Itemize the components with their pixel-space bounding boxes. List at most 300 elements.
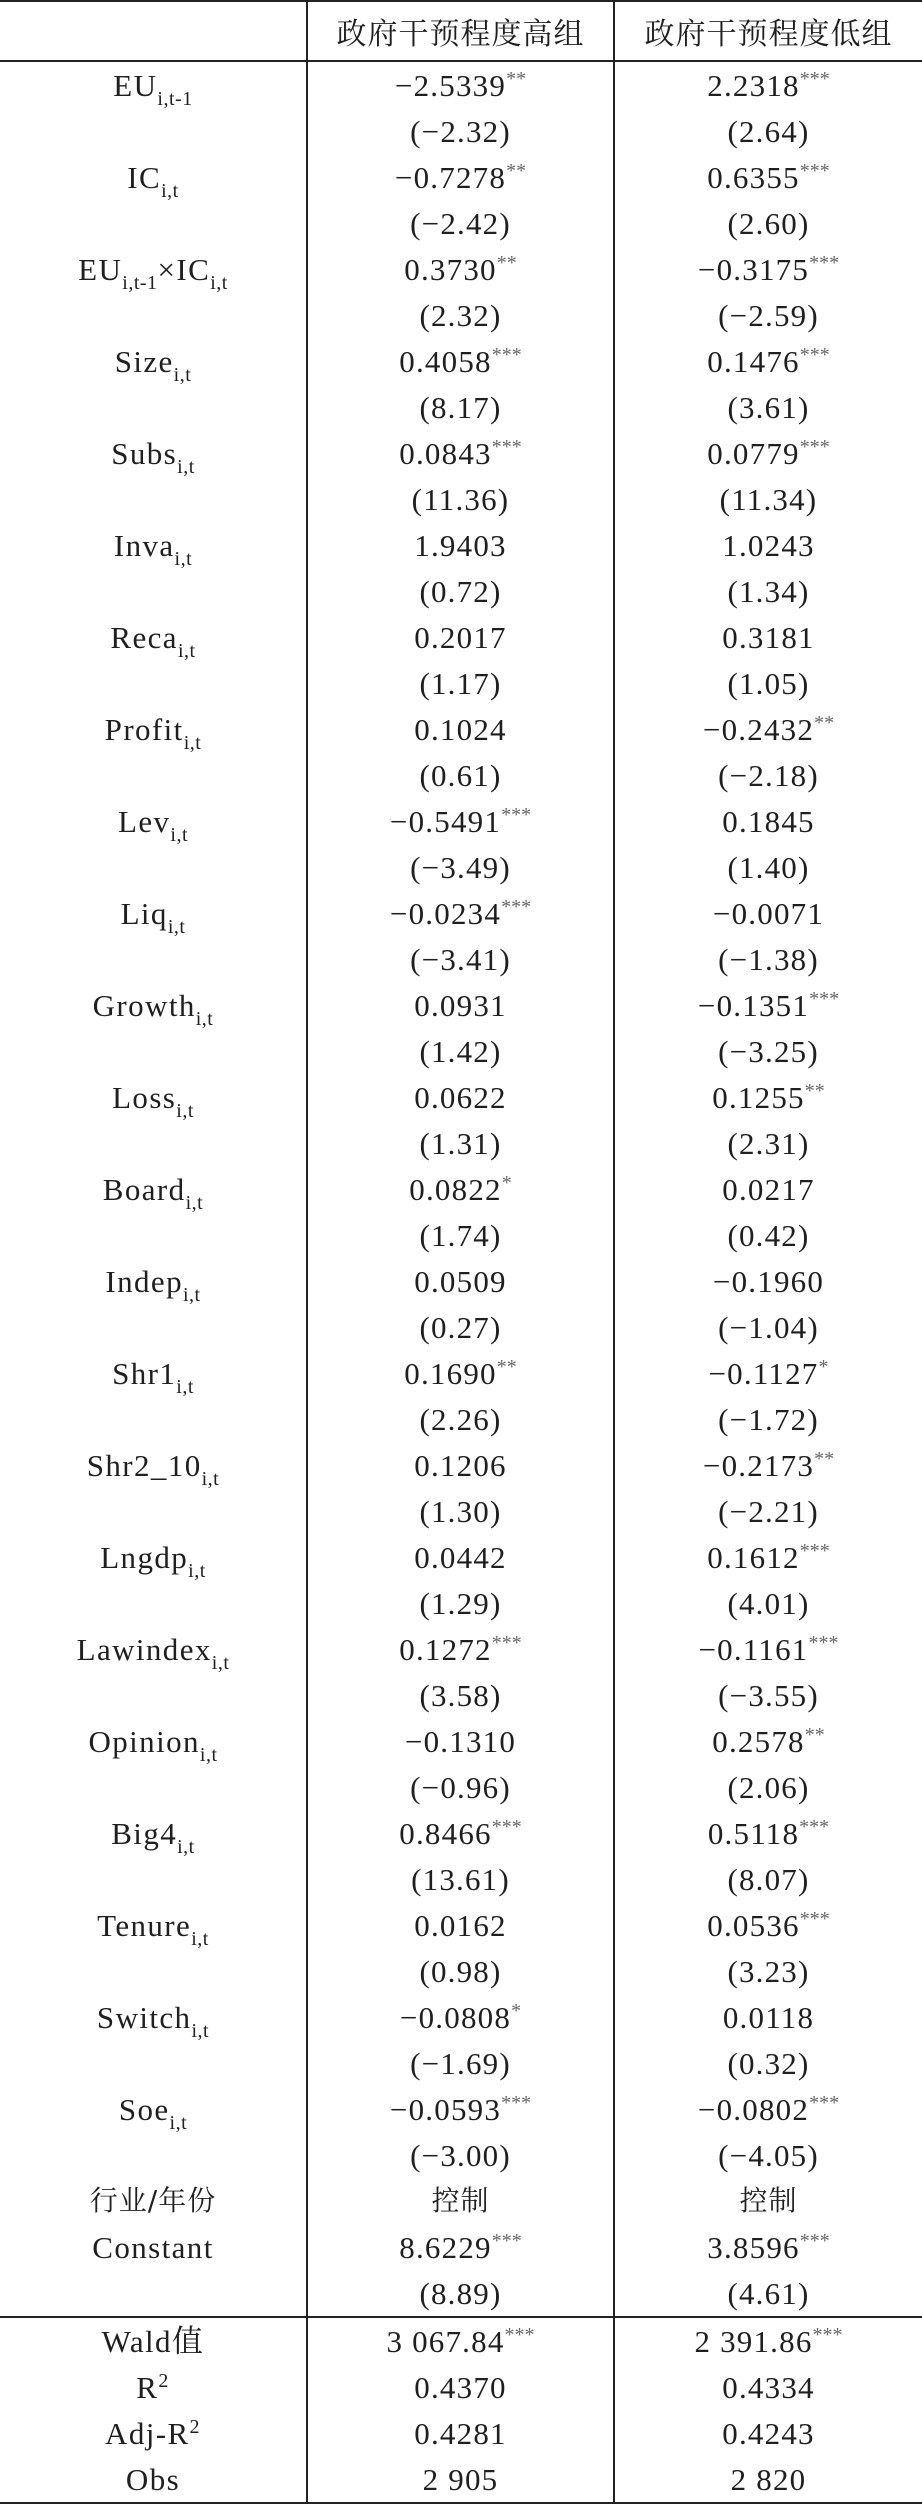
tstat-blank (0, 1120, 307, 1166)
variable-subscript: i,t (191, 1927, 209, 1950)
coef-low-coef: 0.1476 (707, 343, 800, 379)
coef-row (0, 1074, 922, 1120)
variable-subscript: i,t (169, 2111, 188, 2134)
coef-high (307, 1994, 614, 2040)
variable-label (0, 1626, 307, 1672)
stat-label (0, 2410, 307, 2456)
coef-high-coef: 0.4058 (399, 343, 492, 379)
stat-low (614, 2364, 922, 2410)
tstat-blank (0, 2132, 307, 2178)
coef-low-coef: 0.2578 (712, 1723, 805, 1759)
stat-name: R (136, 2369, 159, 2405)
coef-high (307, 1718, 614, 1764)
coef-high (307, 154, 614, 200)
coef-high (307, 982, 614, 1028)
stat-name: Wald值 (101, 2323, 205, 2359)
tstat-row (0, 1120, 922, 1166)
coef-low-coef: 0.1845 (722, 803, 815, 839)
coef-high (307, 61, 614, 108)
stat-high (307, 2410, 614, 2456)
coef-high (307, 246, 614, 292)
variable-subscript: i,t (195, 1007, 214, 1030)
coef-high-stars: * (511, 1999, 522, 2022)
variable-subscript: i,t (177, 455, 195, 478)
variable-subscript: i,t (161, 179, 179, 202)
coef-row (0, 338, 922, 384)
tstat-row (0, 1672, 922, 1718)
coef-row (0, 1994, 922, 2040)
variable-name: Lawindex (76, 1631, 212, 1667)
coef-low-stars: *** (809, 2091, 840, 2114)
coef-row (0, 982, 922, 1028)
coef-high-coef: 0.1024 (414, 711, 507, 747)
table-body (0, 61, 922, 2503)
coef-row (0, 890, 922, 936)
tstat-blank (0, 200, 307, 246)
stat-low-coef: 0.4334 (722, 2369, 815, 2405)
constant-low-coef: 3.8596 (707, 2229, 800, 2265)
variable-name: Size (114, 343, 174, 379)
coef-high-coef: −0.1310 (404, 1723, 517, 1759)
variable-name: Opinion (88, 1723, 200, 1759)
tstat-low: (−1.04) (614, 1304, 922, 1350)
coef-low-stars: ** (804, 1723, 825, 1746)
coef-low-coef: 1.0243 (722, 527, 815, 563)
header-row (0, 1, 922, 61)
variable-name: EU (78, 251, 123, 287)
controls-low: 控制 (614, 2178, 922, 2224)
constant-high-coef: 8.6229 (399, 2229, 492, 2265)
tstat-blank (0, 2040, 307, 2086)
coef-low-coef: 0.0217 (722, 1171, 815, 1207)
header-low-group: 政府干预程度低组 (614, 1, 922, 61)
variable-name: Shr2_10 (86, 1447, 202, 1483)
stat-low-coef: 2 820 (730, 2461, 807, 2497)
coef-high-stars: *** (491, 1631, 522, 1654)
coef-row (0, 798, 922, 844)
tstat-low: (3.23) (614, 1948, 922, 1994)
tstat-blank (0, 1488, 307, 1534)
coef-low-coef: −0.0802 (697, 2091, 810, 2127)
stat-name: Adj-R (105, 2415, 190, 2451)
coef-high-coef: 0.3730 (404, 251, 497, 287)
tstat-row (0, 1856, 922, 1902)
tstat-high: (−3.49) (307, 844, 614, 890)
coef-low-stars: * (818, 1355, 829, 1378)
variable-label (0, 2086, 307, 2132)
variable-subscript: i,t-1 (122, 271, 158, 294)
coef-high-coef: 0.0622 (414, 1079, 507, 1115)
coef-low (614, 1442, 922, 1488)
coef-low-coef: 0.0536 (707, 1907, 800, 1943)
coef-low (614, 1074, 922, 1120)
coef-high (307, 1350, 614, 1396)
table-header (0, 1, 922, 61)
variable-label (0, 798, 307, 844)
variable-label (0, 1810, 307, 1856)
coef-low-coef: 2.2318 (707, 67, 800, 103)
tstat-blank (0, 1304, 307, 1350)
coef-low-coef: −0.1351 (697, 987, 810, 1023)
variable-name: EU (113, 67, 158, 103)
tstat-high: (1.29) (307, 1580, 614, 1626)
tstat-blank (0, 1672, 307, 1718)
stat-row (0, 2410, 922, 2456)
tstat-blank (0, 292, 307, 338)
coef-high-stars: *** (501, 2091, 532, 2114)
stat-high-stars: *** (504, 2323, 535, 2346)
tstat-blank (0, 1028, 307, 1074)
tstat-high: (−1.69) (307, 2040, 614, 2086)
coef-row (0, 1902, 922, 1948)
coef-low-coef: −0.2432 (702, 711, 815, 747)
tstat-high: (0.98) (307, 1948, 614, 1994)
coef-row (0, 1718, 922, 1764)
tstat-row (0, 752, 922, 798)
tstat-high: (−0.96) (307, 1764, 614, 1810)
tstat-low: (2.64) (614, 108, 922, 154)
tstat-blank (0, 844, 307, 890)
coef-low (614, 154, 922, 200)
coef-low-stars: ** (814, 711, 835, 734)
variable-name: Loss (112, 1079, 177, 1115)
stat-label (0, 2456, 307, 2503)
coef-low (614, 522, 922, 568)
tstat-high: (1.31) (307, 1120, 614, 1166)
variable-subscript: i,t (174, 547, 193, 570)
variable-label (0, 706, 307, 752)
constant-high-stars: *** (491, 2229, 522, 2252)
variable-label (0, 154, 307, 200)
tstat-blank (0, 660, 307, 706)
variable-label (0, 890, 307, 936)
tstat-high: (1.30) (307, 1488, 614, 1534)
variable-name: Shr1 (112, 1355, 177, 1391)
variable-label (0, 982, 307, 1028)
stat-low (614, 2317, 922, 2364)
coef-high-coef: 0.0822 (409, 1171, 502, 1207)
stat-low (614, 2410, 922, 2456)
coef-high-coef: 0.2017 (414, 619, 507, 655)
coef-high (307, 1166, 614, 1212)
variable-label (0, 1350, 307, 1396)
variable-subscript-2: i,t (210, 271, 228, 294)
constant-label: Constant (92, 2229, 214, 2265)
tstat-high: (8.17) (307, 384, 614, 430)
tstat-blank (0, 1764, 307, 1810)
coef-high-coef: −0.7278 (394, 159, 507, 195)
tstat-low: (2.31) (614, 1120, 922, 1166)
tstat-high: (8.89) (307, 2270, 614, 2317)
coef-high-stars: ** (496, 1355, 517, 1378)
coef-low (614, 430, 922, 476)
coef-low (614, 1902, 922, 1948)
tstat-row (0, 108, 922, 154)
tstat-blank (0, 752, 307, 798)
variable-subscript: i,t (191, 2019, 210, 2042)
coef-low-coef: −0.2173 (702, 1447, 815, 1483)
variable-name: Lev (117, 803, 171, 839)
tstat-high: (0.72) (307, 568, 614, 614)
stat-low-coef: 2 391.86 (694, 2323, 813, 2359)
coef-high (307, 1442, 614, 1488)
variable-label (0, 614, 307, 660)
stat-low-stars: *** (812, 2323, 843, 2346)
header-variable (0, 1, 307, 61)
variable-name: Board (102, 1171, 186, 1207)
tstat-blank (0, 2270, 307, 2317)
tstat-high: (1.17) (307, 660, 614, 706)
coef-low-coef: 0.0118 (722, 1999, 815, 2035)
tstat-row (0, 1212, 922, 1258)
stat-low (614, 2456, 922, 2503)
coef-low (614, 1350, 922, 1396)
coef-high (307, 1902, 614, 1948)
coef-row (0, 706, 922, 752)
coef-row (0, 614, 922, 660)
variable-subscript: i,t (173, 363, 192, 386)
variable-subscript: i,t (170, 823, 189, 846)
coef-high-stars: *** (501, 803, 532, 826)
coef-low (614, 2086, 922, 2132)
tstat-high: (−3.00) (307, 2132, 614, 2178)
coef-high-stars: * (501, 1171, 512, 1194)
coef-row (0, 1258, 922, 1304)
coef-high (307, 338, 614, 384)
variable-subscript: i,t (176, 1375, 194, 1398)
stat-row (0, 2456, 922, 2503)
coef-low-coef: −0.1127 (708, 1355, 819, 1391)
coef-low (614, 61, 922, 108)
tstat-row (0, 476, 922, 522)
variable-subscript: i,t-1 (157, 87, 193, 110)
tstat-low: (2.60) (614, 200, 922, 246)
variable-name: Subs (111, 435, 178, 471)
coef-low-coef: 0.1255 (712, 1079, 805, 1115)
stat-row (0, 2364, 922, 2410)
coef-high-coef: −0.0808 (399, 1999, 512, 2035)
tstat-row (0, 2132, 922, 2178)
stat-superscript: 2 (158, 2369, 170, 2392)
tstat-blank (0, 1948, 307, 1994)
stat-row (0, 2317, 922, 2364)
tstat-row (0, 1948, 922, 1994)
coef-low-stars: *** (799, 1539, 830, 1562)
tstat-low: (−1.72) (614, 1396, 922, 1442)
tstat-low: (−3.25) (614, 1028, 922, 1074)
coef-low-stars: *** (799, 159, 830, 182)
variable-subscript: i,t (188, 1559, 206, 1582)
tstat-high: (0.61) (307, 752, 614, 798)
coef-low-stars: *** (799, 1815, 830, 1838)
tstat-row (0, 2040, 922, 2086)
coef-row (0, 1442, 922, 1488)
tstat-low: (2.06) (614, 1764, 922, 1810)
coef-high (307, 1258, 614, 1304)
coef-high-coef: 0.1690 (404, 1355, 497, 1391)
variable-subscript: i,t (177, 1835, 195, 1858)
coef-low (614, 890, 922, 936)
tstat-low: (1.34) (614, 568, 922, 614)
variable-label (0, 1902, 307, 1948)
coef-row (0, 1626, 922, 1672)
variable-subscript: i,t (176, 1099, 194, 1122)
coef-high (307, 1626, 614, 1672)
tstat-low: (11.34) (614, 476, 922, 522)
coef-row (0, 1534, 922, 1580)
variable-subscript: i,t (183, 731, 202, 754)
coef-low-stars: *** (809, 987, 840, 1010)
variable-label (0, 1534, 307, 1580)
coef-low (614, 798, 922, 844)
tstat-low: (−4.05) (614, 2132, 922, 2178)
controls-high: 控制 (307, 2178, 614, 2224)
variable-name: Soe (118, 2091, 170, 2127)
coef-row (0, 246, 922, 292)
coef-high-coef: 0.0162 (414, 1907, 507, 1943)
coef-low (614, 706, 922, 752)
variable-subscript: i,t (199, 1743, 218, 1766)
variable-name: Reca (110, 619, 178, 655)
tstat-row (0, 660, 922, 706)
coef-high-coef: −0.0593 (389, 2091, 502, 2127)
variable-label (0, 1994, 307, 2040)
tstat-high: (13.61) (307, 1856, 614, 1902)
variable-label (0, 1718, 307, 1764)
tstat-row (0, 568, 922, 614)
variable-name: Switch (96, 1999, 192, 2035)
controls-row (0, 2178, 922, 2224)
coef-high-stars: *** (501, 895, 532, 918)
variable-name: Tenure (97, 1907, 192, 1943)
coef-row (0, 1350, 922, 1396)
coef-low (614, 338, 922, 384)
coef-high (307, 522, 614, 568)
variable-subscript: i,t (185, 1191, 204, 1214)
coef-low-coef: −0.1161 (698, 1631, 809, 1667)
tstat-blank (0, 936, 307, 982)
tstat-row (0, 1028, 922, 1074)
variable-name: Profit (104, 711, 184, 747)
coef-row (0, 154, 922, 200)
stat-high-coef: 0.4281 (414, 2415, 507, 2451)
coef-high-coef: 1.9403 (414, 527, 507, 563)
variable-label (0, 1166, 307, 1212)
variable-label (0, 1074, 307, 1120)
tstat-low: (4.01) (614, 1580, 922, 1626)
tstat-high: (2.32) (307, 292, 614, 338)
coef-low-coef: −0.0071 (712, 895, 825, 931)
variable-name-2: ×IC (157, 251, 211, 287)
header-high-group: 政府干预程度高组 (307, 1, 614, 61)
tstat-row (0, 844, 922, 890)
coef-high-stars: ** (506, 159, 527, 182)
tstat-blank (0, 1396, 307, 1442)
coef-low-stars: *** (809, 251, 840, 274)
coef-low-stars: *** (799, 1907, 830, 1930)
coef-row (0, 1810, 922, 1856)
variable-label (0, 1258, 307, 1304)
variable-label (0, 61, 307, 108)
coef-high (307, 614, 614, 660)
tstat-high: (11.36) (307, 476, 614, 522)
tstat-row (0, 292, 922, 338)
variable-label (0, 246, 307, 292)
tstat-high: (1.42) (307, 1028, 614, 1074)
tstat-high: (3.58) (307, 1672, 614, 1718)
variable-subscript: i,t (201, 1467, 220, 1490)
coef-low-coef: −0.3175 (697, 251, 810, 287)
variable-name: Liq (120, 895, 168, 931)
variable-name: Big4 (111, 1815, 178, 1851)
variable-subscript: i,t (211, 1651, 230, 1674)
tstat-blank (0, 1856, 307, 1902)
coef-high-coef: 0.1206 (414, 1447, 507, 1483)
tstat-row (0, 200, 922, 246)
variable-name: Lngdp (100, 1539, 189, 1575)
tstat-row (0, 936, 922, 982)
stat-high-coef: 2 905 (422, 2461, 499, 2497)
tstat-blank (0, 1580, 307, 1626)
coef-high-stars: *** (491, 1815, 522, 1838)
coef-high (307, 706, 614, 752)
coef-high (307, 1534, 614, 1580)
variable-label (0, 338, 307, 384)
coef-high (307, 430, 614, 476)
stat-name: Obs (125, 2461, 181, 2497)
coef-high (307, 2086, 614, 2132)
tstat-low: (−2.59) (614, 292, 922, 338)
tstat-blank (0, 568, 307, 614)
coef-high-coef: −2.5339 (394, 67, 507, 103)
coef-high (307, 890, 614, 936)
coef-low-stars: ** (804, 1079, 825, 1102)
coef-row (0, 522, 922, 568)
variable-name: Growth (92, 987, 196, 1023)
stat-high-coef: 3 067.84 (386, 2323, 505, 2359)
variable-label (0, 522, 307, 568)
coef-low (614, 1626, 922, 1672)
coef-low-coef: 0.6355 (707, 159, 800, 195)
tstat-row (0, 1396, 922, 1442)
tstat-row (0, 384, 922, 430)
coef-high-coef: 0.0843 (399, 435, 492, 471)
stat-high-coef: 0.4370 (414, 2369, 507, 2405)
coef-high-coef: −0.5491 (389, 803, 502, 839)
stat-label (0, 2364, 307, 2410)
coef-low (614, 1258, 922, 1304)
variable-name: IC (127, 159, 162, 195)
coef-high (307, 1074, 614, 1120)
coef-row (0, 430, 922, 476)
stat-high (307, 2456, 614, 2503)
coef-high (307, 798, 614, 844)
coef-row (0, 2086, 922, 2132)
tstat-low: (8.07) (614, 1856, 922, 1902)
coef-low (614, 1718, 922, 1764)
tstat-low: (1.05) (614, 660, 922, 706)
coef-low (614, 982, 922, 1028)
tstat-low: (−2.18) (614, 752, 922, 798)
coef-low-stars: ** (814, 1447, 835, 1470)
coef-low-coef: 0.1612 (707, 1539, 800, 1575)
tstat-blank (0, 476, 307, 522)
tstat-high: (−2.42) (307, 200, 614, 246)
coef-low (614, 1534, 922, 1580)
coef-high-coef: 0.8466 (399, 1815, 492, 1851)
coef-low-stars: *** (799, 435, 830, 458)
stat-high (307, 2317, 614, 2364)
